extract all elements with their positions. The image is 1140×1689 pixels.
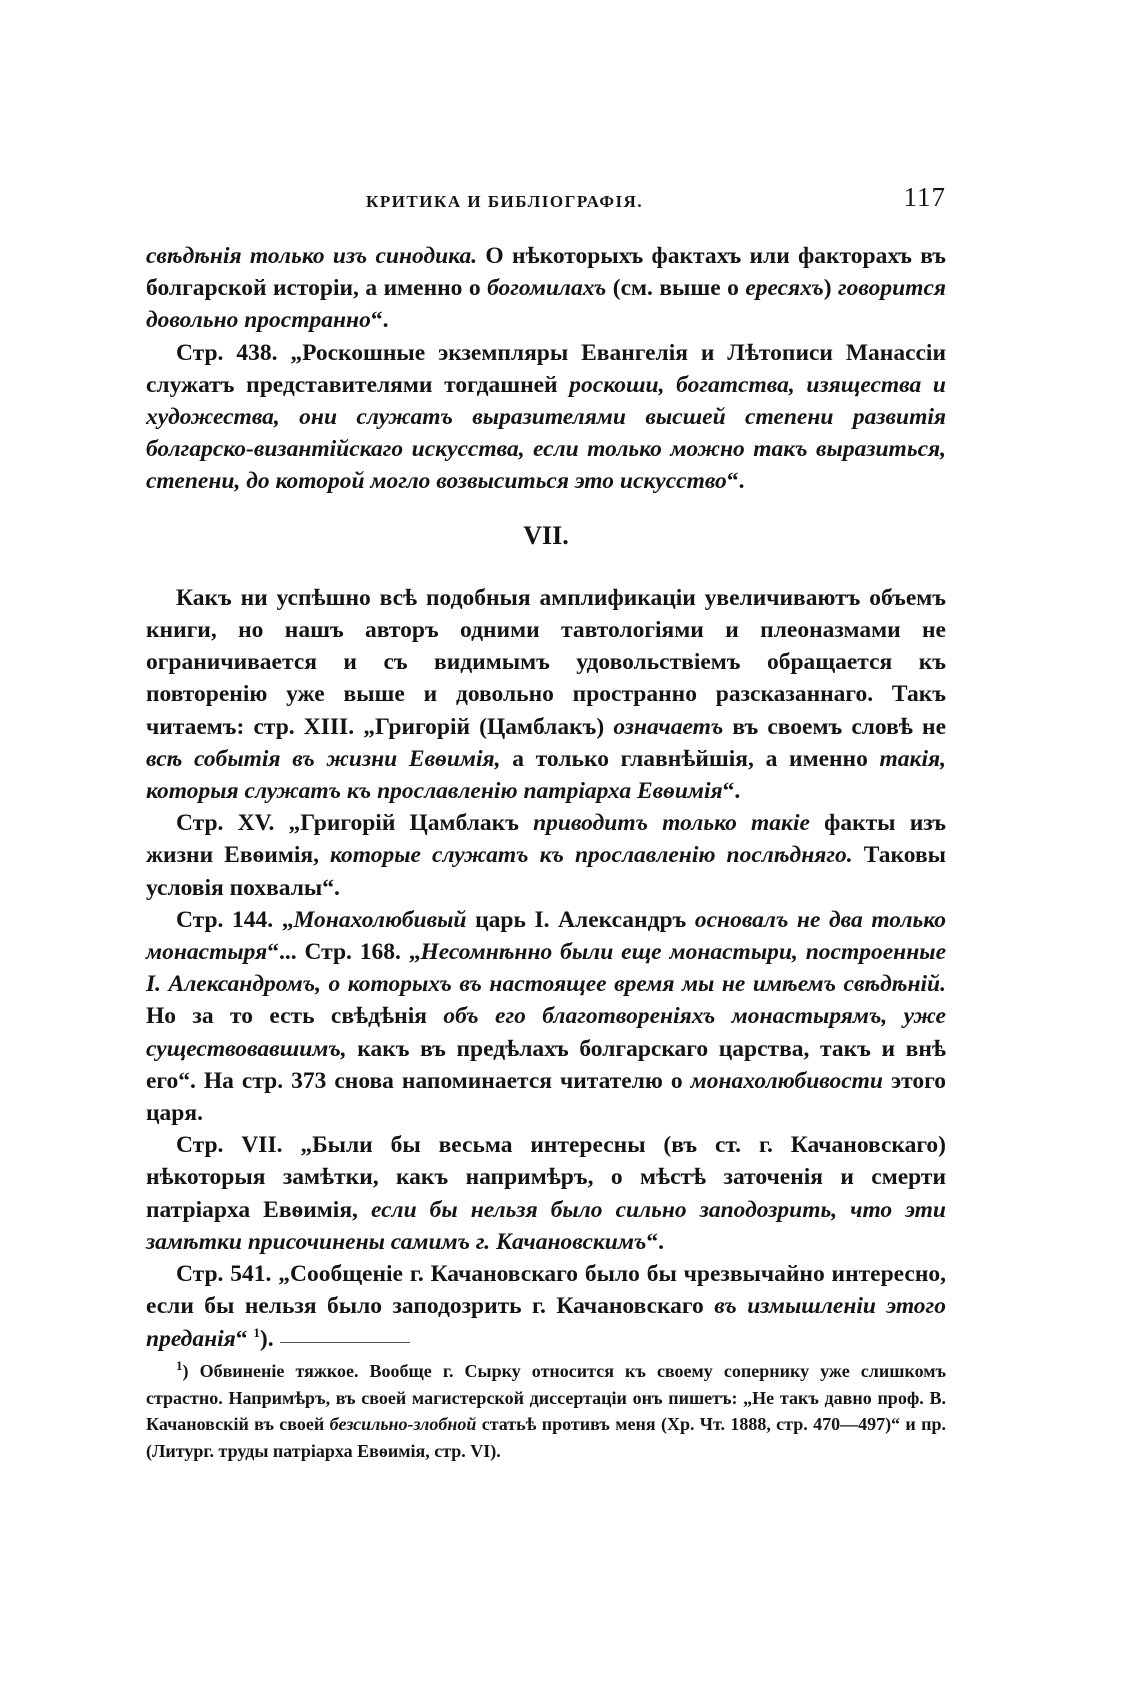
italic-span: приводитъ только такіе [533,810,810,837]
text-span: Стр. 541. „Сообщеніе г. Качановскаго было бы чрезвычайно интересно, если бы нельзя было заподозрить г. Качановскаго [146,1261,946,1320]
text-span: (см. выше о [606,275,746,302]
italic-span: такія, которыя служатъ къ прославленію патріарха Евѳимія [146,745,946,805]
main-text [146,240,946,1355]
italic-span: ересяхъ [745,275,824,302]
text-span: “... Стр. 168. „ [267,939,421,966]
text-span: ) [823,275,838,302]
text-span: ). [259,1325,274,1352]
paragraph-continued [146,240,946,337]
paragraph-amplifications [146,582,946,807]
text-span: “. [722,778,741,805]
italic-span: въ измышленіи этого преданія [146,1293,946,1352]
text-span: “ [235,1325,254,1352]
text-span: статьѣ противъ меня (Хр. Чт. 1888, стр. 470—497)“ и пр. (Литург. труды патріарха Евѳимія, стр. VI). [146,1414,946,1461]
paragraph-page-541 [146,1258,946,1355]
italic-span: роскоши, богатства, изящества и художества, они служатъ выразителями высшей степени развитія болгарско-византійскаго искусства, если только можно такъ выразиться, степени, до которой могло возвыситься это искусство [146,371,946,495]
italic-span: которые служатъ къ прославленію послѣдняго. [330,842,853,869]
italic-span: Несомнѣнно были еще монастыри, построенные I. Александромъ, о которыхъ въ настоящее время мы не имѣемъ свѣдѣній. [146,939,946,998]
text-span: Стр. 144. „ [176,906,294,933]
text-span: въ своемъ словѣ не [723,713,946,740]
text-span: “. [646,1228,664,1255]
text-span: Таковы условія похвалы“. [146,842,946,901]
text-span: Стр. XV. „Григорій Цамблакъ [176,810,534,837]
text-span: “. [726,468,745,495]
text-span: Стр. 438. „Роскошные экземпляры Евангелія и Лѣтописи Манассіи служатъ представителями тогдашней [146,339,946,398]
italic-span: свѣдѣнія только изъ синодика. [146,243,478,269]
footnote-marker[interactable]: 1 [253,1324,260,1340]
section-heading: VII. [523,520,569,550]
footnote-divider [280,1342,410,1343]
paragraph-page-438 [146,337,946,498]
text-span: “. [370,307,389,334]
footnotes [146,1358,946,1464]
running-head: КРИТИКА И БИБЛIОГРАФIЯ. [366,192,644,211]
text-span: Но за то есть свѣдѣнія [146,1003,444,1030]
text-span: а только главнѣйшія, а именно [500,745,880,772]
italic-span: монахолюбивости [690,1067,884,1094]
italic-span: если бы нельзя было сильно заподозрить, что эти замѣтки присочинены самимъ г. Качановскимъ [146,1196,946,1255]
page-header [176,178,946,218]
text-span: царь I. Александръ [466,906,695,933]
paragraph-page-xv [146,807,946,904]
italic-span: всѣ событія въ жизни Евѳимія, [146,745,501,772]
italic-span: говорится довольно пространно [146,275,946,334]
text-span: Стр. VII. „Были бы весьма интересны (въ ст. г. Качановскаго) нѣкоторыя замѣтки, какъ напримѣръ, о мѣстѣ заточенія и смерти патріарха Евѳимія, [146,1132,946,1223]
paragraph-page-vii [146,1129,946,1258]
paragraph-page-144 [146,904,946,1129]
text-span: ) Обвиненіе тяжкое. Вообще г. Сырку относится къ своему сопернику уже слишкомъ страстно. Напримѣръ, въ своей магистерской диссертаціи онъ пишетъ: „Не такъ давно проф. В. Качановскій въ своей [146,1361,946,1434]
footnote [146,1358,946,1464]
italic-span: основалъ не два только монастыря [146,906,947,966]
italic-span: богомилахъ [487,275,607,302]
text-span: О нѣкоторыхъ фактахъ или факторахъ въ болгарской исторіи, а именно о [146,243,946,302]
italic-span: означаетъ [613,713,724,740]
footnote-number: 1 [176,1358,183,1373]
italic-span: безсильно-злобной [329,1414,477,1434]
italic-span: объ его благотвореніяхъ монастырямъ, уже существовавшимъ, [146,1003,946,1062]
text-span: факты изъ жизни Евѳимія, [146,810,946,869]
page-number: 117 [903,182,946,212]
text-span: этого царя. [146,1067,946,1127]
text-span: какъ въ предѣлахъ болгарскаго царства, такъ и внѣ его“. На стр. 373 снова напоминается читателю о [146,1035,946,1094]
italic-span: Монахолюбивый [293,906,467,933]
text-span: Какъ ни успѣшно всѣ подобныя амплификаціи увеличиваютъ объемъ книги, но нашъ авторъ одними тавтологіями и плеоназмами не ограничивается и съ видимымъ удовольствіемъ обращается къ повторенію уже выше и довольно пространно разсказаннаго. Такъ читаемъ: стр. XIII. „Григорій (Цамблакъ) [146,584,946,740]
